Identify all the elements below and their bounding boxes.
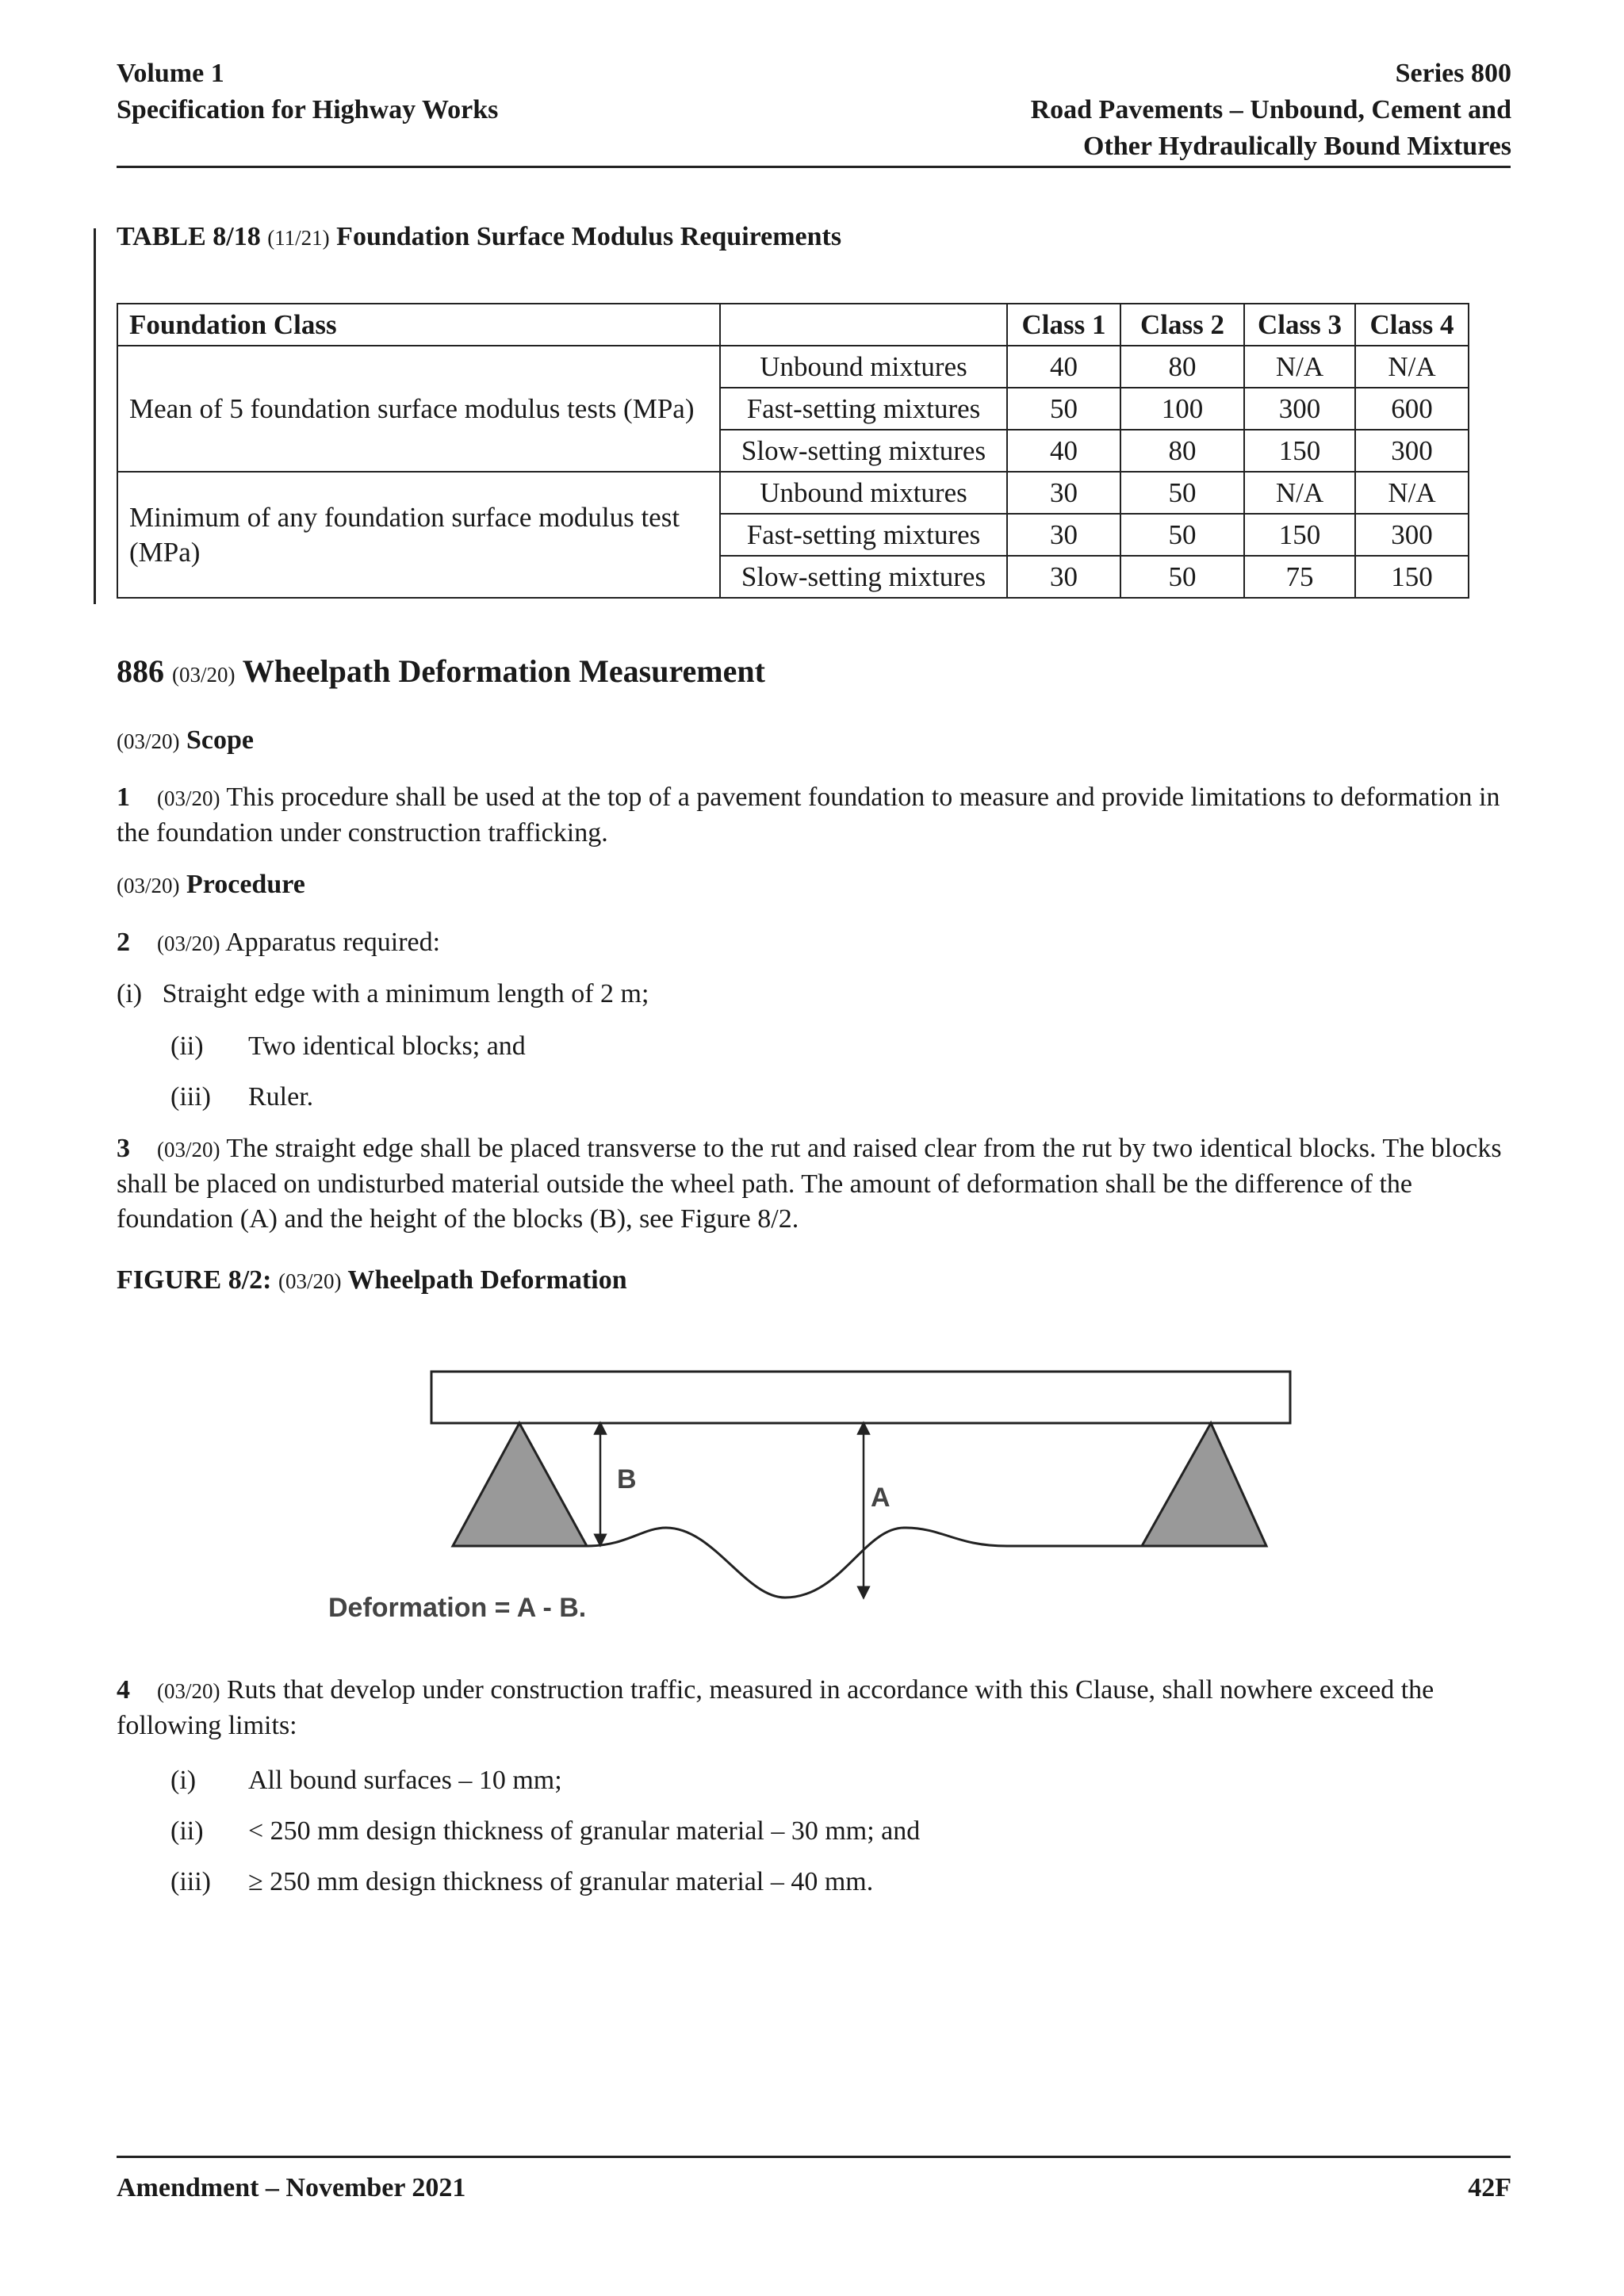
paragraph-text: Ruts that develop under construction traffic, measured in accordance with this Clause, shall nowhere exceed the following limits: [117, 1675, 1434, 1740]
paragraph-number: 2 [117, 928, 130, 957]
paragraph-1 [117, 780, 1511, 851]
left-block [453, 1423, 587, 1546]
series-subject-line1: Road Pavements – Unbound, Cement and [1030, 95, 1511, 124]
value-cell: 300 [1244, 388, 1355, 430]
procedure-title: Procedure [186, 870, 305, 899]
page-number: 42F [1468, 2173, 1511, 2202]
series-label: Series 800 [1395, 59, 1511, 88]
value-cell: 150 [1244, 514, 1355, 556]
table-number: TABLE 8/18 [117, 222, 261, 251]
table-amend: (11/21) [267, 226, 330, 250]
value-cell: 40 [1007, 430, 1120, 472]
mixture-cell: Slow-setting mixtures [720, 430, 1007, 472]
series-subject-line2: Other Hydraulically Bound Mixtures [1083, 132, 1511, 161]
paragraph-2 [117, 925, 1511, 961]
list-text: < 250 mm design thickness of granular material – 30 mm; and [248, 1816, 921, 1846]
mixture-cell: Unbound mixtures [720, 346, 1007, 388]
value-cell: 80 [1120, 346, 1244, 388]
figure-title [117, 1265, 627, 1295]
value-cell: N/A [1244, 472, 1355, 514]
paragraph-amend: (03/20) [157, 786, 220, 810]
figure-caption: Deformation = A - B. [328, 1593, 587, 1623]
label-a: A [871, 1483, 891, 1513]
list-text: ≥ 250 mm design thickness of granular material – 40 mm. [248, 1867, 874, 1896]
figure-number: FIGURE 8/2: [117, 1265, 272, 1295]
table-row [117, 346, 1469, 388]
figure-amend: (03/20) [278, 1269, 342, 1293]
header-class-2: Class 2 [1120, 304, 1244, 346]
scope-heading [117, 725, 254, 756]
value-cell: 30 [1007, 472, 1120, 514]
right-block [1142, 1423, 1266, 1546]
value-cell: 75 [1244, 556, 1355, 598]
straight-edge [431, 1372, 1290, 1423]
value-cell: 40 [1007, 346, 1120, 388]
paragraph-number: 3 [117, 1134, 130, 1163]
list-marker: (i) [170, 1766, 197, 1795]
paragraph-amend: (03/20) [157, 932, 220, 955]
mixture-cell: Unbound mixtures [720, 472, 1007, 514]
list-marker: (iii) [170, 1867, 211, 1896]
header-foundation-class: Foundation Class [117, 304, 720, 346]
group-label-mean: Mean of 5 foundation surface modulus tests (MPa) [117, 346, 720, 472]
foundation-modulus-table [117, 303, 1469, 599]
value-cell: N/A [1244, 346, 1355, 388]
header-blank [720, 304, 1007, 346]
value-cell: N/A [1355, 472, 1469, 514]
scope-amend: (03/20) [117, 729, 180, 753]
scope-title: Scope [186, 725, 254, 755]
section-heading [117, 652, 765, 690]
procedure-heading [117, 870, 305, 900]
paragraph-number: 4 [117, 1675, 130, 1705]
paragraph-text: Apparatus required: [225, 928, 441, 957]
label-b: B [617, 1464, 637, 1494]
header-class-3: Class 3 [1244, 304, 1355, 346]
figure-title-text: Wheelpath Deformation [347, 1265, 627, 1295]
value-cell: N/A [1355, 346, 1469, 388]
list-item [170, 1814, 920, 1849]
list-marker: (ii) [170, 1031, 204, 1061]
revision-bar [94, 228, 96, 604]
value-cell: 50 [1120, 556, 1244, 598]
list-marker: (iii) [170, 1082, 211, 1112]
header-right [1031, 55, 1511, 165]
value-cell: 50 [1007, 388, 1120, 430]
mixture-cell: Slow-setting mixtures [720, 556, 1007, 598]
footer-rule [117, 2156, 1511, 2158]
header-class-1: Class 1 [1007, 304, 1120, 346]
value-cell: 300 [1355, 430, 1469, 472]
list-text: Two identical blocks; and [248, 1031, 526, 1061]
list-item [170, 1865, 873, 1900]
table-header-row [117, 304, 1469, 346]
paragraph-amend: (03/20) [157, 1679, 220, 1703]
list-item [170, 1029, 526, 1064]
paragraph-text: This procedure shall be used at the top of a pavement foundation to measure and provide limitations to deformation in the foundation under construction trafficking. [117, 783, 1500, 848]
header-class-4: Class 4 [1355, 304, 1469, 346]
list-text: Straight edge with a minimum length of 2 m; [162, 979, 649, 1008]
table-row [117, 472, 1469, 514]
procedure-amend: (03/20) [117, 874, 180, 897]
value-cell: 100 [1120, 388, 1244, 430]
list-marker: (ii) [170, 1816, 204, 1846]
list-item [170, 1763, 562, 1798]
header-rule [117, 166, 1511, 168]
paragraph-amend: (03/20) [157, 1138, 220, 1161]
value-cell: 30 [1007, 556, 1120, 598]
value-cell: 30 [1007, 514, 1120, 556]
header-left [117, 55, 498, 128]
value-cell: 50 [1120, 514, 1244, 556]
volume-label: Volume 1 [117, 59, 224, 88]
value-cell: 150 [1355, 556, 1469, 598]
table-title [117, 222, 841, 252]
list-marker: (i) [117, 979, 143, 1008]
group-label-minimum: Minimum of any foundation surface modulus test (MPa) [117, 472, 720, 598]
section-amend: (03/20) [172, 663, 236, 687]
value-cell: 150 [1244, 430, 1355, 472]
paragraph-number: 1 [117, 783, 130, 812]
paragraph-4 [117, 1673, 1511, 1743]
list-item [170, 1080, 313, 1115]
wheelpath-deformation-figure [317, 1360, 1316, 1645]
footer-amendment: Amendment – November 2021 [117, 2173, 466, 2202]
value-cell: 80 [1120, 430, 1244, 472]
section-title: Wheelpath Deformation Measurement [242, 653, 765, 689]
list-text: Ruler. [248, 1082, 314, 1112]
paragraph-text: The straight edge shall be placed transverse to the rut and raised clear from the rut by two identical blocks. The blocks shall be placed on undisturbed material outside the wheel path. The amount of deformation shall be the difference of the foundation (A) and the height of the blocks (B), see Figure 8/2. [117, 1134, 1502, 1234]
value-cell: 300 [1355, 514, 1469, 556]
mixture-cell: Fast-setting mixtures [720, 514, 1007, 556]
value-cell: 600 [1355, 388, 1469, 430]
section-number: 886 [117, 653, 164, 689]
list-item [117, 977, 649, 1012]
list-text: All bound surfaces – 10 mm; [248, 1766, 562, 1795]
spec-title: Specification for Highway Works [117, 95, 499, 124]
table-title-text: Foundation Surface Modulus Requirements [336, 222, 842, 251]
mixture-cell: Fast-setting mixtures [720, 388, 1007, 430]
value-cell: 50 [1120, 472, 1244, 514]
paragraph-3 [117, 1131, 1511, 1237]
